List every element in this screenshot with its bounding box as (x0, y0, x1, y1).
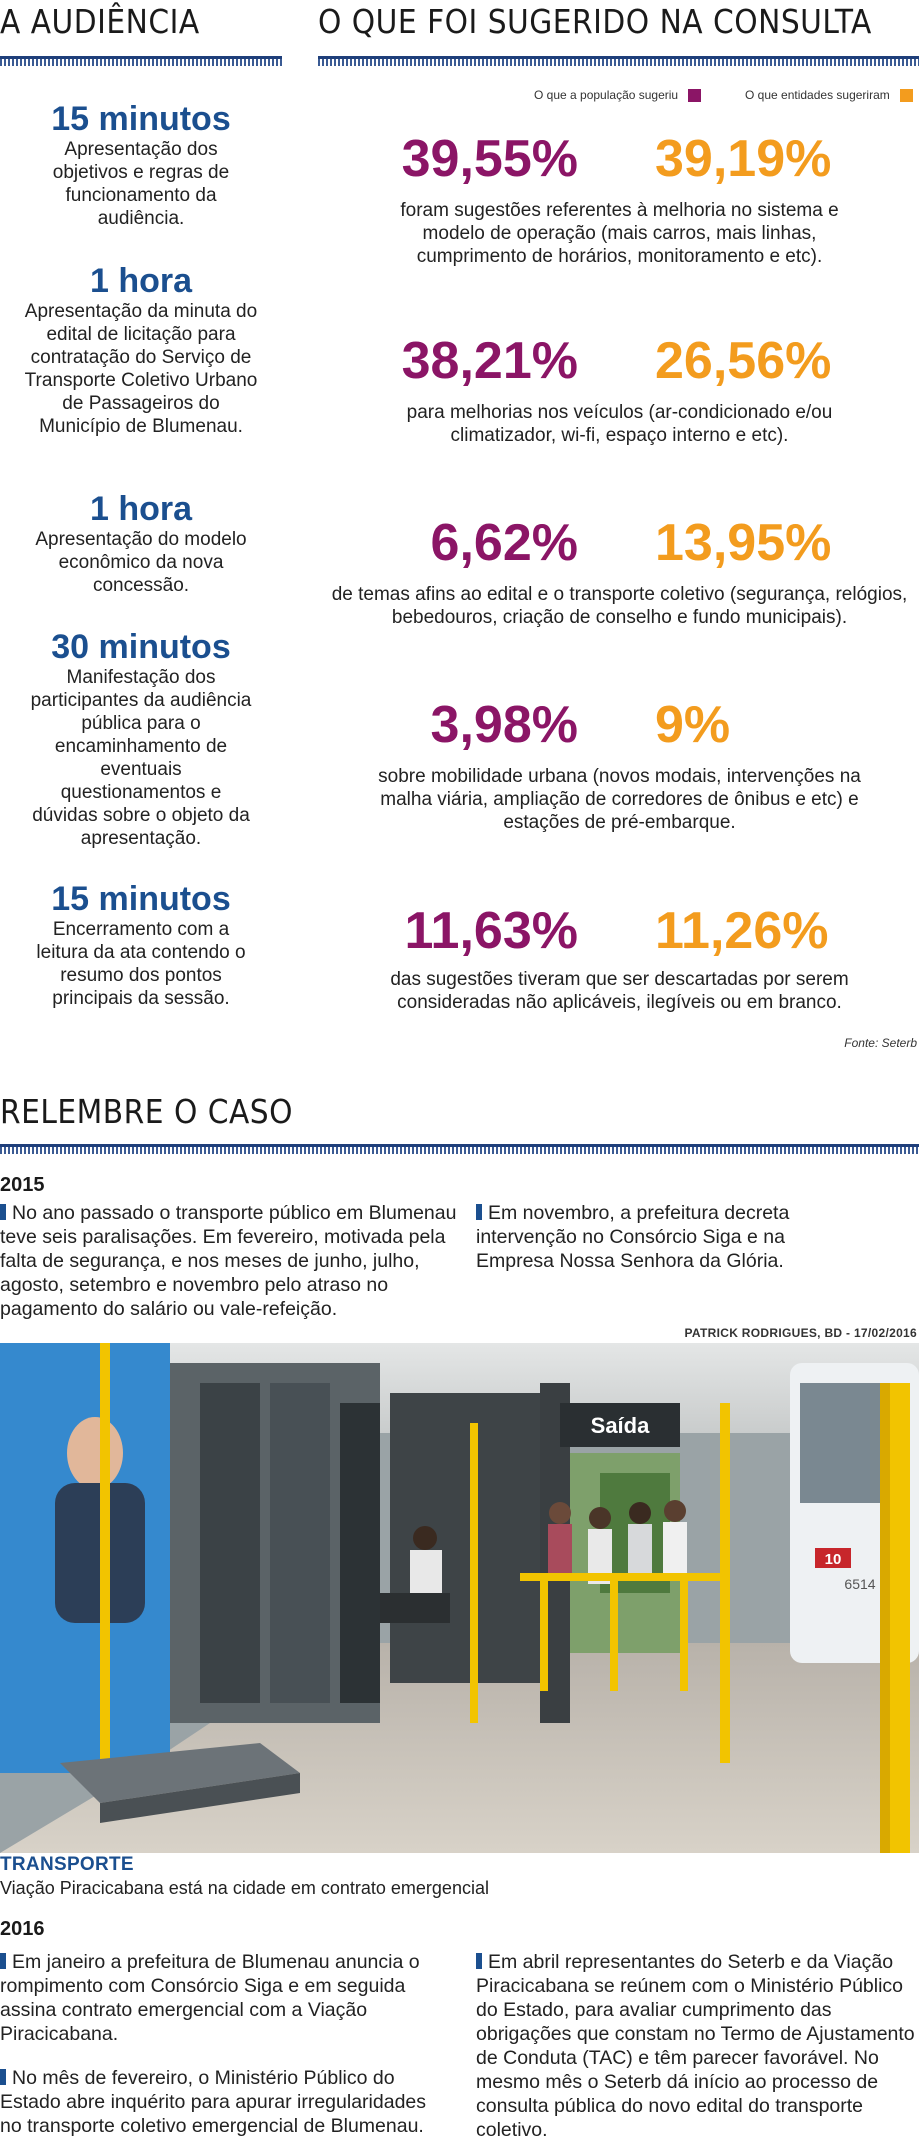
audiencia-time: 15 minutos (51, 880, 231, 918)
audiencia-title: A AUDIÊNCIA (0, 2, 200, 41)
audiencia-item (0, 262, 282, 438)
bus-number-text: 10 (824, 1551, 842, 1568)
audiencia-item (0, 880, 282, 1010)
relembre-rule (0, 1144, 919, 1154)
bullet-marker (0, 1204, 6, 1220)
photo-credit: PATRICK RODRIGUES, BD - 17/02/2016 (684, 1326, 917, 1340)
paragraph-2015-left (0, 1201, 458, 1321)
stat-description: sobre mobilidade urbana (novos modais, intervenções na malha viária, ampliação de corredores de ônibus e etc) e estações de pré-embarque. (378, 766, 861, 833)
relembre-title: RELEMBRE O CASO (0, 1092, 294, 1131)
stat-description: das sugestões tiveram que ser descartadas por serem consideradas não aplicáveis, ilegíveis ou em branco. (390, 969, 849, 1013)
audiencia-time: 1 hora (89, 262, 193, 300)
paragraph-2016-left-2 (0, 2066, 445, 2138)
audiencia-rule (0, 56, 282, 66)
bus-station-illustration (0, 1343, 919, 1853)
population-percent: 11,63% (404, 902, 578, 960)
bus-id-text: 6514 (844, 1576, 876, 1592)
audiencia-item (0, 100, 282, 230)
exit-sign-text: Saída (590, 1413, 650, 1438)
paragraph-2016-left-1 (0, 1950, 445, 2046)
stat-description: de temas afins ao edital e o transporte coletivo (segurança, relógios, bebedouros, criação de conselho e fundo municipais). (331, 584, 908, 628)
audiencia-time: 15 minutos (51, 100, 231, 138)
population-percent: 3,98% (430, 696, 578, 754)
audiencia-time: 1 hora (89, 490, 193, 528)
source-note: Fonte: Seterb (844, 1036, 917, 1050)
year-2015: 2015 (0, 1174, 45, 1196)
paragraph-2015-right (476, 1201, 856, 1273)
paragraph-text: Em novembro, a prefeitura decreta intervenção no Consórcio Siga e na Empresa Nossa Senhora da Glória. (476, 1202, 790, 1272)
stat-description: foram sugestões referentes à melhoria no sistema e modelo de operação (mais carros, mais linhas, cumprimento de horários, monitoramento e etc). (400, 200, 839, 267)
year-2016: 2016 (0, 1918, 45, 1940)
bus-station-photo (0, 1343, 919, 1853)
consulta-rule (318, 56, 919, 66)
audiencia-desc: Apresentação da minuta do edital de licitação para contratação do Serviço de Transporte Coletivo Urbano de Passageiros do Município de Blumenau. (24, 301, 258, 437)
entities-percent: 26,56% (655, 332, 832, 390)
paragraph-text: Em janeiro a prefeitura de Blumenau anuncia o rompimento com Consórcio Siga e em seguida assina contrato emergencial com a Viação Piracicabana. (0, 1951, 420, 2045)
entities-percent: 13,95% (655, 514, 832, 572)
paragraph-text: No mês de fevereiro, o Ministério Público do Estado abre inquérito para apurar irregularidades no transporte coletivo emergencial de Blumenau. (0, 2067, 427, 2137)
audiencia-desc: Manifestação dos participantes da audiência pública para o encaminhamento de eventuais questionamentos e dúvidas sobre o objeto da apresentação. (30, 667, 252, 849)
photo-caption-text: Viação Piracicabana está na cidade em contrato emergencial (0, 1878, 489, 1898)
bullet-marker (476, 1953, 482, 1969)
consulta-title: O QUE FOI SUGERIDO NA CONSULTA (318, 2, 872, 41)
bullet-marker (0, 1953, 6, 1969)
legend-population-swatch (688, 89, 701, 102)
bullet-marker (476, 1204, 482, 1220)
legend-entities (745, 88, 913, 102)
audiencia-item (0, 490, 282, 597)
legend-entities-label: O que entidades sugeriram (745, 88, 890, 102)
stat-description: para melhorias nos veículos (ar-condicionado e/ou climatizador, wi-fi, espaço interno e etc). (406, 402, 833, 446)
audiencia-desc: Apresentação do modelo econômico da nova concessão. (35, 529, 247, 596)
legend-population-label: O que a população sugeriu (534, 88, 679, 102)
audiencia-desc: Apresentação dos objetivos e regras de funcionamento da audiência. (52, 139, 230, 229)
population-percent: 39,55% (401, 130, 578, 188)
population-percent: 6,62% (430, 514, 578, 572)
paragraph-text: Em abril representantes do Seterb e da Viação Piracicabana se reúnem com o Ministério Público do Estado, para avaliar cumprimento das obrigações que constam no Termo de Ajustamento de Conduta (TAC) e têm parecer favorável. No mesmo mês o Seterb dá início ao processo de consulta pública do novo edital do transporte coletivo. (476, 1951, 915, 2139)
entities-percent: 9% (655, 696, 731, 754)
legend-population (534, 88, 701, 102)
entities-percent: 39,19% (655, 130, 832, 188)
audiencia-item (0, 628, 282, 850)
paragraph-2016-right (476, 1950, 916, 2139)
bullet-marker (0, 2069, 6, 2085)
entities-percent: 11,26% (655, 902, 829, 960)
audiencia-desc: Encerramento com a leitura da ata contendo o resumo dos pontos principais da sessão. (36, 919, 246, 1009)
audiencia-time: 30 minutos (51, 628, 231, 666)
paragraph-text: No ano passado o transporte público em Blumenau teve seis paralisações. Em fevereiro, motivada pela falta de segurança, e nos meses de junho, julho, agosto, setembro e novembro pelo atraso no pagamento do salário ou vale-refeição. (0, 1202, 457, 1320)
photo-caption-title: TRANSPORTE (0, 1854, 134, 1875)
legend-entities-swatch (900, 89, 913, 102)
population-percent: 38,21% (401, 332, 578, 390)
